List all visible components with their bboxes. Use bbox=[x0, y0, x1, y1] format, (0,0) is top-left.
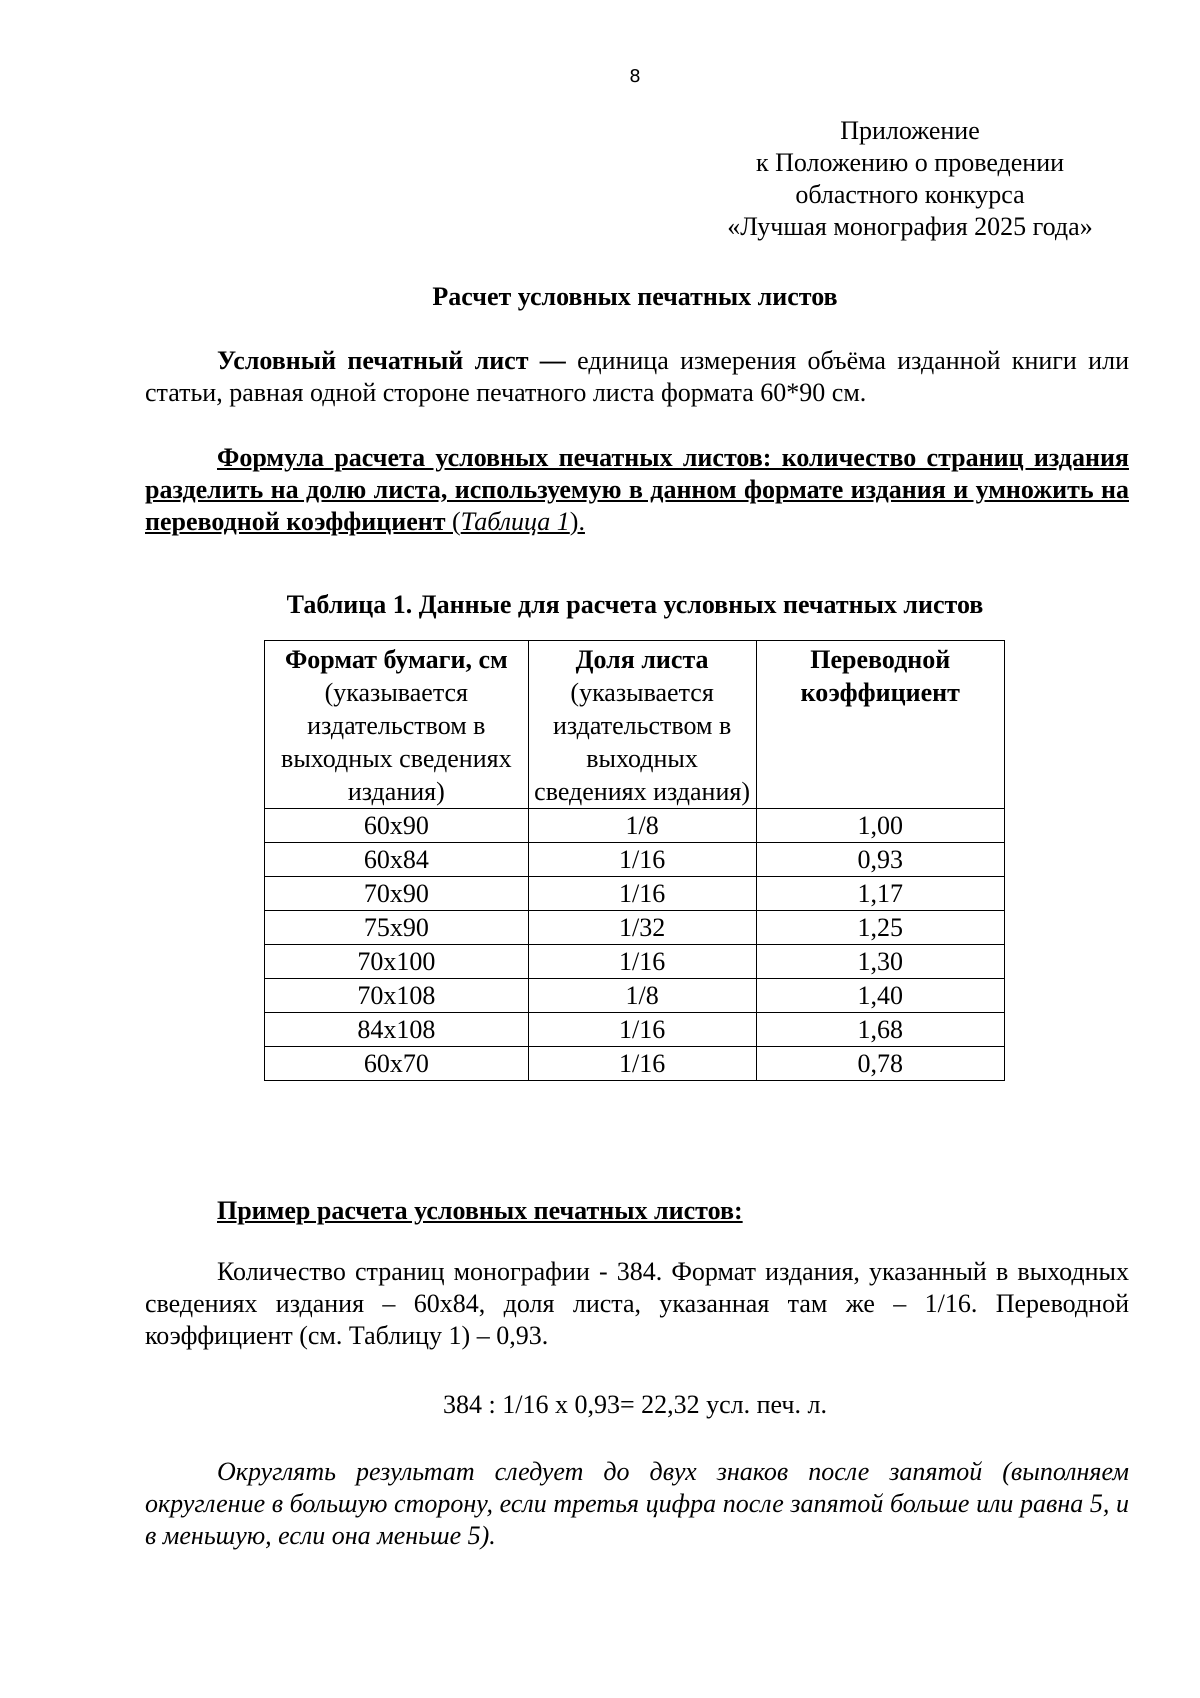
header-coefficient bbox=[756, 641, 1004, 809]
table-row bbox=[265, 945, 1005, 979]
cell-format: 60х70 bbox=[265, 1047, 529, 1081]
formula-ref-link: Таблица 1 bbox=[460, 507, 570, 536]
cell-share: 1/16 bbox=[528, 1047, 756, 1081]
header-format-note: (указывается издательством в выходных сведениях издания) bbox=[281, 678, 512, 806]
cell-share: 1/16 bbox=[528, 945, 756, 979]
page-number: 8 bbox=[629, 66, 641, 87]
conversion-table bbox=[264, 640, 1005, 1081]
rounding-note bbox=[145, 1456, 1129, 1552]
cell-share: 1/16 bbox=[528, 1013, 756, 1047]
cell-share: 1/8 bbox=[528, 809, 756, 843]
appendix-block bbox=[680, 115, 1140, 243]
header-format bbox=[265, 641, 529, 809]
appendix-line-1: Приложение bbox=[840, 116, 980, 145]
table-row bbox=[265, 877, 1005, 911]
appendix-line-3: областного конкурса bbox=[795, 180, 1025, 209]
example-heading: Пример расчета условных печатных листов: bbox=[217, 1196, 743, 1225]
table-row bbox=[265, 843, 1005, 877]
table-row bbox=[265, 911, 1005, 945]
cell-share: 1/16 bbox=[528, 843, 756, 877]
header-coefficient-title: Переводной коэффициент bbox=[800, 645, 960, 707]
cell-coefficient: 1,68 bbox=[756, 1013, 1004, 1047]
header-share-title: Доля листа bbox=[575, 645, 709, 674]
cell-format: 60х84 bbox=[265, 843, 529, 877]
cell-format: 70х90 bbox=[265, 877, 529, 911]
definition-term: Условный печатный лист — bbox=[217, 346, 566, 375]
header-share bbox=[528, 641, 756, 809]
definition-paragraph bbox=[145, 345, 1129, 409]
cell-coefficient: 0,93 bbox=[756, 843, 1004, 877]
appendix-line-4: «Лучшая монография 2025 года» bbox=[727, 212, 1093, 241]
cell-share: 1/8 bbox=[528, 979, 756, 1013]
cell-coefficient: 0,78 bbox=[756, 1047, 1004, 1081]
rounding-note-text: Округлять результат следует до двух знаков после запятой (выполняем округление в большую сторону, если третья цифра после запятой больше или равна 5, и в меньшую, если она меньше 5). bbox=[145, 1457, 1129, 1550]
table-row bbox=[265, 1047, 1005, 1081]
formula-ref-close: ). bbox=[569, 507, 585, 536]
cell-format: 75х90 bbox=[265, 911, 529, 945]
table-row bbox=[265, 809, 1005, 843]
cell-share: 1/16 bbox=[528, 877, 756, 911]
table-caption: Таблица 1. Данные для расчета условных печатных листов bbox=[286, 590, 984, 619]
example-formula: 384 : 1/16 х 0,93= 22,32 усл. печ. л. bbox=[443, 1390, 827, 1419]
table-header-row bbox=[265, 641, 1005, 809]
appendix-line-2: к Положению о проведении bbox=[755, 148, 1065, 177]
cell-coefficient: 1,00 bbox=[756, 809, 1004, 843]
table-row bbox=[265, 979, 1005, 1013]
example-paragraph bbox=[145, 1256, 1129, 1352]
page-title: Расчет условных печатных листов bbox=[432, 282, 838, 311]
cell-share: 1/32 bbox=[528, 911, 756, 945]
table-row bbox=[265, 1013, 1005, 1047]
cell-format: 70х100 bbox=[265, 945, 529, 979]
formula-rule-text: Формула расчета условных печатных листов: количество страниц издания разделить на долю листа, используемую в данном формате издания и умножить на переводной коэффициент bbox=[145, 443, 1129, 536]
cell-coefficient: 1,30 bbox=[756, 945, 1004, 979]
header-share-note: (указывается издательством в выходных сведениях издания) bbox=[534, 678, 751, 806]
cell-format: 60х90 bbox=[265, 809, 529, 843]
definition-text: единица измерения объёма изданной книги или статьи, равная одной стороне печатного листа формата 60*90 см. bbox=[145, 346, 1129, 407]
cell-format: 84х108 bbox=[265, 1013, 529, 1047]
cell-coefficient: 1,40 bbox=[756, 979, 1004, 1013]
header-format-title: Формат бумаги, см bbox=[284, 645, 508, 674]
cell-format: 70х108 bbox=[265, 979, 529, 1013]
cell-coefficient: 1,25 bbox=[756, 911, 1004, 945]
cell-coefficient: 1,17 bbox=[756, 877, 1004, 911]
formula-paragraph bbox=[145, 442, 1129, 538]
example-text: Количество страниц монографии - 384. Формат издания, указанный в выходных сведениях издания – 60х84, доля листа, указанная там же – 1/16. Переводной коэффициент (см. Таблицу 1) – 0,93. bbox=[145, 1257, 1129, 1350]
formula-ref-open: ( bbox=[445, 507, 461, 536]
